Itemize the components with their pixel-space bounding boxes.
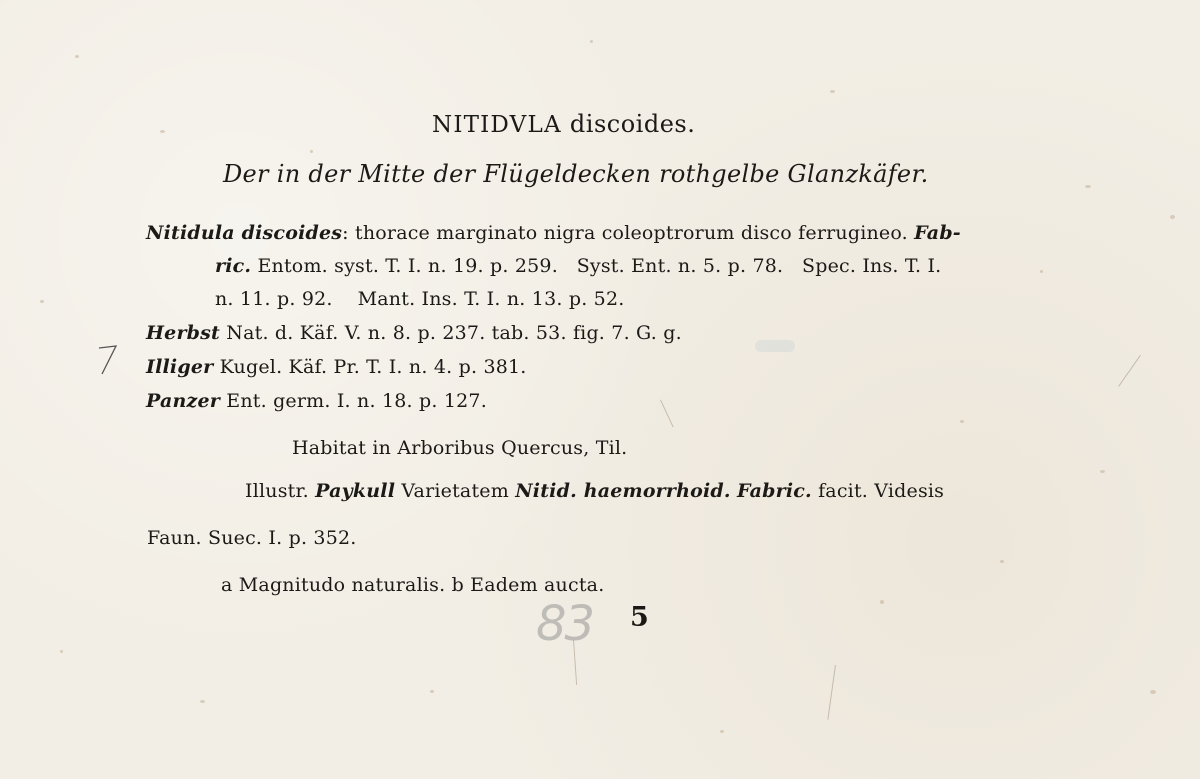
paper-fleck [720, 730, 724, 733]
entry-line-2 [215, 255, 941, 277]
paper-fleck [430, 690, 434, 693]
entry-line-1 [146, 222, 961, 244]
paper-fleck [1150, 690, 1156, 694]
paper-fleck [1000, 560, 1004, 563]
paper-fleck [75, 55, 79, 58]
title-genus: NITIDVLA [432, 112, 562, 138]
paper-fleck [40, 300, 44, 303]
illustr-text: Varietatem [401, 480, 509, 502]
paper-fiber [827, 665, 836, 720]
illustr-text: facit. Videsis [818, 480, 945, 502]
title-species: discoides. [569, 110, 696, 138]
entry-author: Herbst [146, 322, 221, 344]
illustr-author: Paykull [315, 480, 396, 502]
paper-fleck [1085, 185, 1091, 188]
paper-fleck [830, 90, 835, 93]
paper-fiber [1118, 355, 1141, 387]
entry-text: Mant. Ins. T. I. n. 13. p. 52. [357, 288, 625, 310]
pencil-mark-icon [96, 342, 122, 378]
page-subtitle: Der in der Mitte der Flügeldecken rothgelbe Glanzkäfer. [223, 160, 929, 188]
illustration-line-2: Faun. Suec. I. p. 352. [147, 527, 357, 549]
entry-text: n. 11. p. 92. [215, 288, 333, 310]
entry-author: Nitidula discoides [146, 222, 343, 244]
entry-panzer [146, 390, 487, 412]
entry-text: Spec. Ins. T. I. [801, 255, 942, 277]
paper-fleck [590, 40, 593, 43]
paper-fiber [660, 400, 674, 428]
paper-fleck [200, 700, 205, 703]
paper-fleck [310, 150, 313, 153]
page-title [432, 110, 695, 138]
paper-fleck [960, 420, 964, 423]
entry-illiger [146, 356, 527, 378]
illustr-species: Nitid. haemorrhoid. [515, 480, 731, 502]
entry-author: Panzer [146, 390, 220, 412]
entry-line-3 [215, 288, 625, 310]
entry-author: ric. [215, 255, 252, 277]
habitat-text: Habitat in Arboribus Quercus, Til. [292, 437, 628, 459]
entry-author: Illiger [146, 356, 214, 378]
entry-text: Kugel. Käf. Pr. T. I. n. 4. p. 381. [219, 356, 527, 378]
entry-text: Ent. germ. I. n. 18. p. 127. [226, 390, 487, 412]
entry-author: Fab- [914, 222, 961, 244]
entry-text: Entom. syst. T. I. n. 19. p. 259. [257, 255, 558, 277]
illustr-fabric: Fabric. [736, 480, 812, 502]
entry-text: : thorace marginato nigra coleoptrorum disco ferrugineo. [342, 222, 908, 244]
page-number: 5 [630, 602, 649, 633]
illustr-prefix: Illustr. [245, 480, 309, 502]
paper-fleck [880, 600, 884, 604]
paper-fleck [60, 650, 63, 653]
magnitudo-text: a Magnitudo naturalis. b Eadem aucta. [221, 574, 605, 596]
entry-text: Syst. Ent. n. 5. p. 78. [576, 255, 784, 277]
entry-text: Nat. d. Käf. V. n. 8. p. 237. tab. 53. fig. 7. G. g. [226, 322, 682, 344]
entry-herbst [146, 322, 682, 344]
paper-fleck [160, 130, 165, 133]
pencil-number: 83 [536, 596, 594, 652]
illustration-line-1 [245, 480, 944, 502]
paper-fleck [1100, 470, 1105, 473]
paper-fleck [1040, 270, 1043, 273]
paper-stain [755, 340, 795, 352]
paper-fleck [1170, 215, 1175, 219]
